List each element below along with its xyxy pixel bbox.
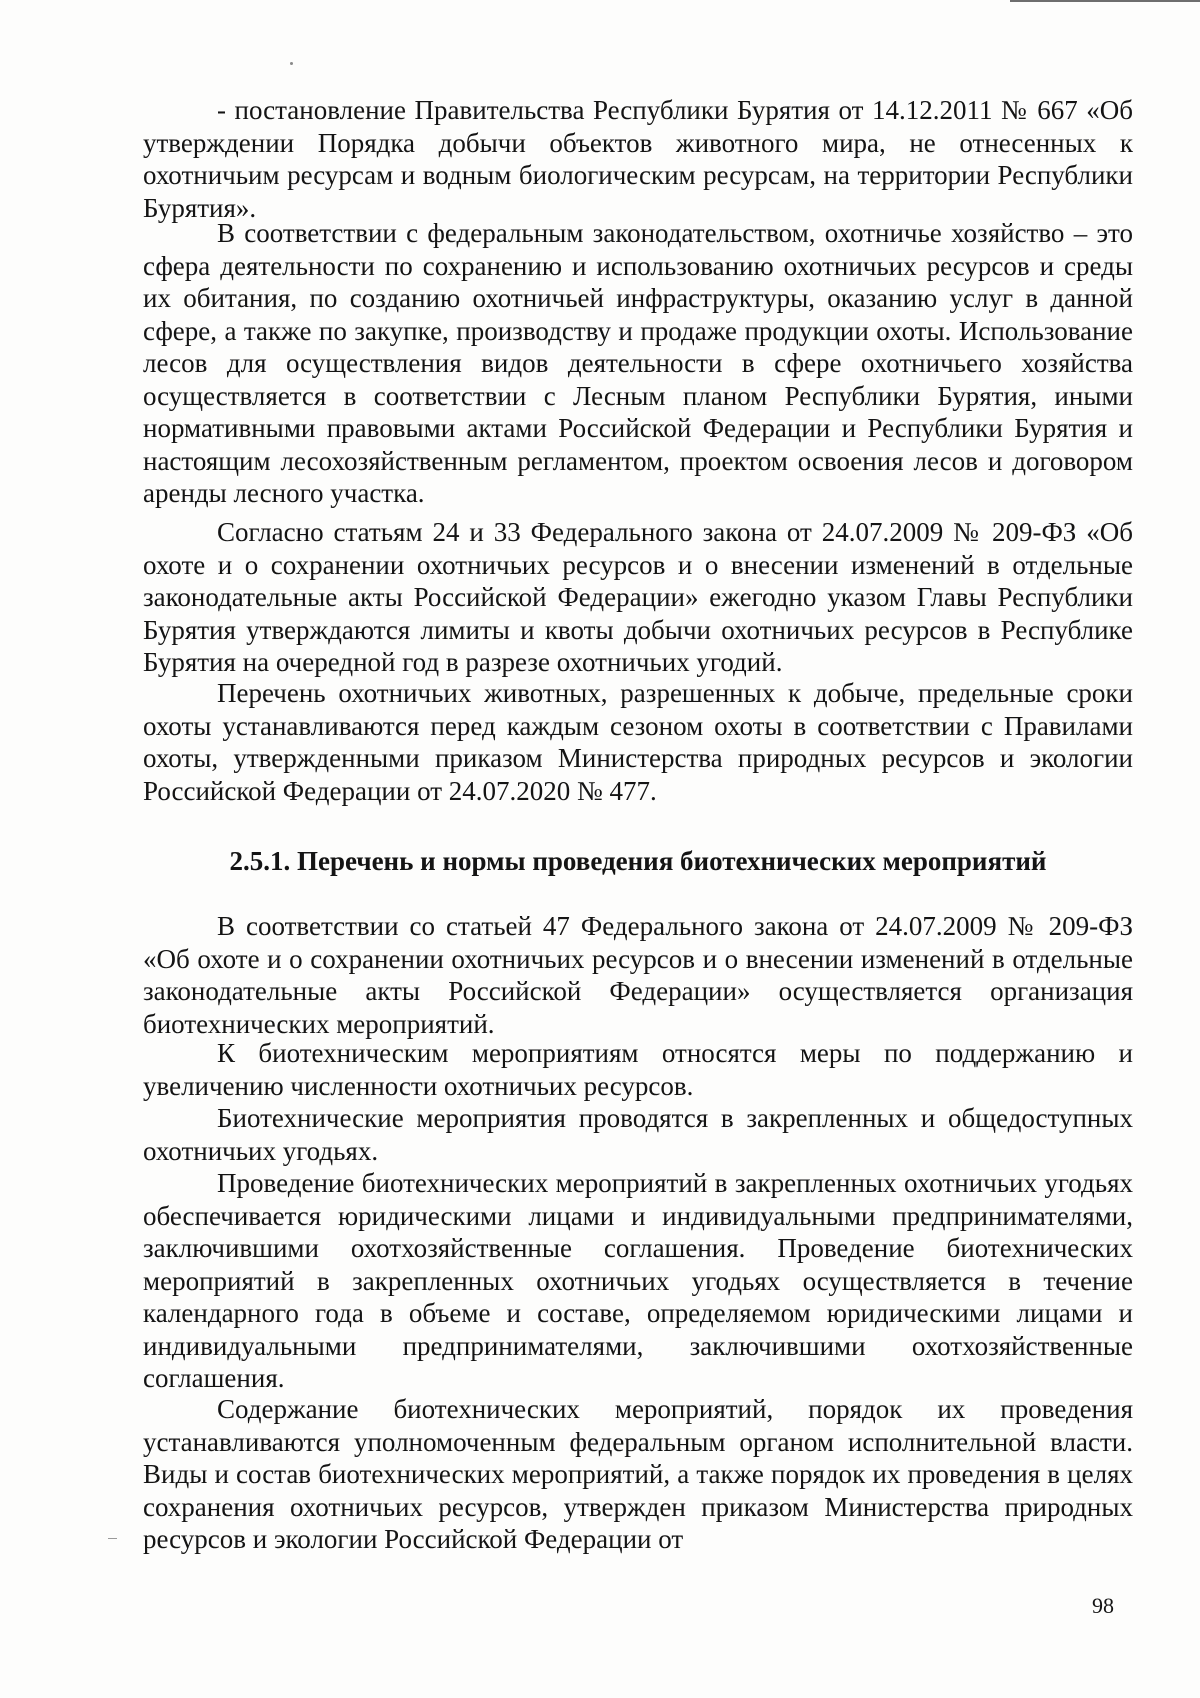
paragraph-resolution-reference: - постановление Правительства Республики Бурятия от 14.12.2011 № 667 «Об утверждении Порядка добычи объектов животного мира, не отнесенных к охотничьим ресурсам и водным биологическим ресурсам, на территории Республики Бурятия». [143, 95, 1133, 223]
paragraph-conducting-measures: Проведение биотехнических мероприятий в закрепленных охотничьих угодьях обеспечивается юридическими лицами и индивидуальными предпринимателями, заключившими охотхозяйственные соглашения. Проведение биотехнических мероприятий в закрепленных охотничьих угодьях осуществляется в течение календарного года в объеме и составе, определяемом юридическими лицами и индивидуальными предпринимателями, заключившими охотхозяйственные соглашения. [143, 1168, 1133, 1393]
page-number: 98 [1092, 1593, 1114, 1618]
scan-edge-line [1010, 0, 1200, 2]
scan-speck [290, 62, 293, 65]
paragraph-hunting-grounds: Биотехнические мероприятия проводятся в закрепленных и общедоступных охотничьих угодьях. [143, 1103, 1133, 1166]
paragraph-hunting-economy-definition: В соответствии с федеральным законодательством, охотничье хозяйство – это сфера деятельности по сохранению и использованию охотничьих ресурсов и среды их обитания, по созданию охотничьей инфраструктуры, оказанию услуг в данной сфере, а также по закупке, производству и продаже продукции охоты. Использование лесов для осуществления видов деятельности в сфере охотничьего хозяйства осуществляется в соответствии с Лесным планом Республики Бурятия, иными нормативными правовыми актами Российской Федерации и Республики Бурятия и настоящим лесохозяйственным регламентом, проектом освоения лесов и договором аренды лесного участка. [143, 218, 1133, 508]
paragraph-content-of-measures: Содержание биотехнических мероприятий, порядок их проведения устанавливаются уполномоченным федеральным органом исполнительной власти. Виды и состав биотехнических мероприятий, а также порядок их проведения в целях сохранения охотничьих ресурсов, утвержден приказом Министерства природных ресурсов и экологии Российской Федерации от [143, 1394, 1133, 1554]
paragraph-hunting-rules: Перечень охотничьих животных, разрешенных к добыче, предельные сроки охоты устанавливаются перед каждым сезоном охоты в соответствии с Правилами охоты, утвержденными приказом Министерства природных ресурсов и экологии Российской Федерации от 24.07.2020 № 477. [143, 678, 1133, 806]
paragraph-limits-and-quotas: Согласно статьям 24 и 33 Федерального закона от 24.07.2009 № 209-ФЗ «Об охоте и о сохранении охотничьих ресурсов и о внесении изменений в отдельные законодательные акты Российской Федерации» ежегодно указом Главы Республики Бурятия утверждаются лимиты и квоты добычи охотничьих ресурсов в Республике Бурятия на очередной год в разрезе охотничьих угодий. [143, 517, 1133, 677]
paragraph-article-47: В соответствии со статьей 47 Федерального закона от 24.07.2009 № 209-ФЗ «Об охоте и о сохранении охотничьих ресурсов и о внесении изменений в отдельные законодательные акты Российской Федерации» осуществляется организация биотехнических мероприятий. [143, 911, 1133, 1039]
scan-margin-mark [108, 1538, 117, 1539]
paragraph-biotechnical-measures-definition: К биотехническим мероприятиям относятся меры по поддержанию и увеличению численности охотничьих ресурсов. [143, 1038, 1133, 1101]
section-heading: 2.5.1. Перечень и нормы проведения биотехнических мероприятий [229, 846, 1047, 876]
